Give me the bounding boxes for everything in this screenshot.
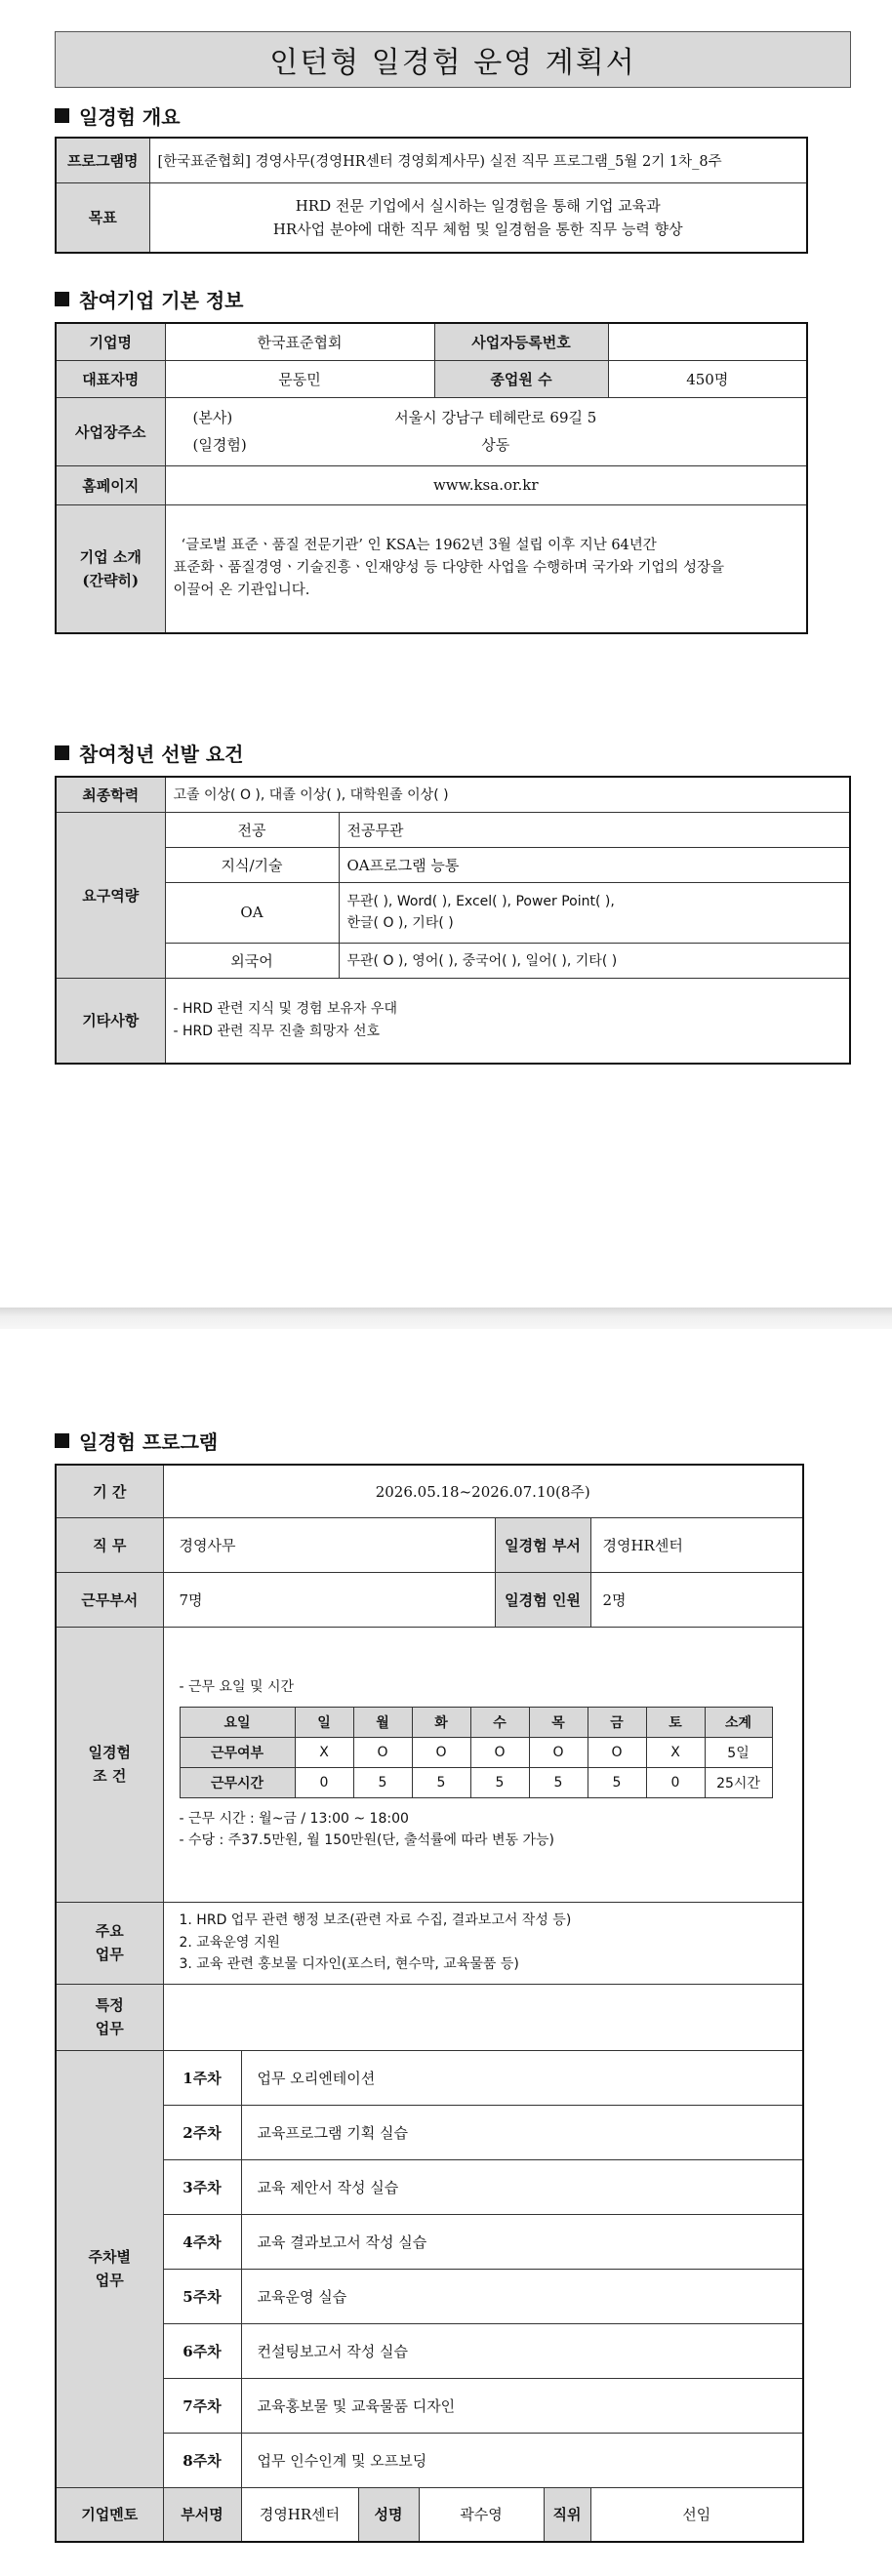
section-heading-company: 참여기업 기본 정보 bbox=[55, 285, 244, 313]
schedule-cell: 25시간 bbox=[705, 1767, 772, 1797]
week-task: 컨설팅보고서 작성 실습 bbox=[241, 2323, 803, 2378]
intro-label: 기업 소개 (간략히) bbox=[56, 504, 165, 633]
employees-label: 종업원 수 bbox=[434, 360, 608, 397]
week-task: 교육홍보물 및 교육물품 디자인 bbox=[241, 2378, 803, 2433]
special-duties-value bbox=[163, 1984, 803, 2050]
list-item: 2. 교육운영 지원 bbox=[179, 1934, 280, 1951]
duty-value: 경영사무 bbox=[163, 1517, 495, 1572]
requirements-table bbox=[55, 776, 851, 1065]
skill-label: 지식/기술 bbox=[165, 847, 339, 882]
schedule-cell: 5 bbox=[470, 1767, 529, 1797]
language-label: 외국어 bbox=[165, 943, 339, 978]
schedule-cell: 5 bbox=[353, 1767, 412, 1797]
schedule-cell: O bbox=[588, 1737, 646, 1767]
period-value: 2026.05.18~2026.07.10(8주) bbox=[163, 1465, 803, 1517]
goal-label: 목표 bbox=[56, 182, 149, 253]
schedule-cell: O bbox=[412, 1737, 470, 1767]
oa-label: OA bbox=[165, 882, 339, 943]
schedule-header: 금 bbox=[588, 1707, 646, 1737]
schedule-header: 월 bbox=[353, 1707, 412, 1737]
schedule-cell: 근무시간 bbox=[180, 1767, 295, 1797]
main-duties-label: 주요 업무 bbox=[56, 1902, 163, 1984]
schedule-cell: O bbox=[353, 1737, 412, 1767]
program-name-label: 프로그램명 bbox=[56, 138, 149, 182]
mentor-dept-label: 부서명 bbox=[163, 2487, 241, 2542]
week-number: 8주차 bbox=[163, 2433, 241, 2487]
week-task: 교육 결과보고서 작성 실습 bbox=[241, 2214, 803, 2269]
company-name-label: 기업명 bbox=[56, 323, 165, 360]
period-label: 기 간 bbox=[56, 1465, 163, 1517]
schedule-cell: O bbox=[470, 1737, 529, 1767]
schedule-cell: 0 bbox=[295, 1767, 353, 1797]
company-name-value: 한국표준협회 bbox=[165, 323, 434, 360]
ceo-label: 대표자명 bbox=[56, 360, 165, 397]
schedule-row bbox=[180, 1737, 772, 1767]
major-value: 전공무관 bbox=[339, 812, 850, 847]
mentor-dept-value: 경영HR센터 bbox=[241, 2487, 358, 2542]
section-heading-program: 일경험 프로그램 bbox=[55, 1427, 218, 1455]
overview-table bbox=[55, 137, 808, 254]
employees-value: 450명 bbox=[608, 360, 807, 397]
list-item: 3. 교육 관련 홍보물 디자인(포스터, 현수막, 교육물품 등) bbox=[179, 1956, 519, 1973]
language-value: 무관( O ), 영어( ), 중국어( ), 일어( ), 기타( ) bbox=[339, 943, 850, 978]
document-title: 인턴형 일경험 운영 계획서 bbox=[55, 31, 851, 88]
homepage-link[interactable]: www.ksa.or.kr bbox=[165, 465, 807, 504]
schedule-cell: X bbox=[295, 1737, 353, 1767]
homepage-label: 홈페이지 bbox=[56, 465, 165, 504]
square-bullet-icon bbox=[55, 745, 69, 760]
schedule-header: 수 bbox=[470, 1707, 529, 1737]
schedule-cell: 5 bbox=[529, 1767, 588, 1797]
schedule-cell: X bbox=[646, 1737, 705, 1767]
schedule-cell: 5일 bbox=[705, 1737, 772, 1767]
dept-value: 경영HR센터 bbox=[590, 1517, 803, 1572]
address-label: 사업장주소 bbox=[56, 397, 165, 465]
section-heading-overview: 일경험 개요 bbox=[55, 101, 181, 130]
education-label: 최종학력 bbox=[56, 777, 165, 812]
square-bullet-icon bbox=[55, 108, 69, 123]
schedule-cell: 5 bbox=[588, 1767, 646, 1797]
program-name-value: [한국표준협회] 경영사무(경영HR센터 경영회계사무) 실전 직무 프로그램_5월 2기 1차_8주 bbox=[149, 138, 807, 182]
week-task: 교육운영 실습 bbox=[241, 2269, 803, 2323]
schedule-header: 요일 bbox=[180, 1707, 295, 1737]
week-number: 3주차 bbox=[163, 2159, 241, 2214]
week-number: 1주차 bbox=[163, 2050, 241, 2105]
mentor-name-value: 곽수영 bbox=[419, 2487, 544, 2542]
weekly-tasks-label: 주차별 업무 bbox=[56, 2050, 163, 2487]
schedule-header: 토 bbox=[646, 1707, 705, 1737]
skill-value: OA프로그램 능통 bbox=[339, 847, 850, 882]
duty-label: 직 무 bbox=[56, 1517, 163, 1572]
week-number: 4주차 bbox=[163, 2214, 241, 2269]
week-task: 교육프로그램 기획 실습 bbox=[241, 2105, 803, 2159]
week-task: 교육 제안서 작성 실습 bbox=[241, 2159, 803, 2214]
major-label: 전공 bbox=[165, 812, 339, 847]
schedule-header: 소계 bbox=[705, 1707, 772, 1737]
week-task: 업무 인수인계 및 오프보딩 bbox=[241, 2433, 803, 2487]
company-info-table bbox=[55, 322, 808, 634]
conditions-label: 일경험 조 건 bbox=[56, 1627, 163, 1902]
week-number: 5주차 bbox=[163, 2269, 241, 2323]
week-task: 업무 오리엔테이션 bbox=[241, 2050, 803, 2105]
ceo-value: 문동민 bbox=[165, 360, 434, 397]
workers-label: 근무부서 bbox=[56, 1572, 163, 1627]
week-number: 2주차 bbox=[163, 2105, 241, 2159]
square-bullet-icon bbox=[55, 1433, 69, 1448]
oa-value: 무관( ), Word( ), Excel( ), Power Point( ), 한글( O ), 기타( ) bbox=[339, 882, 850, 943]
special-duties-label: 특정 업무 bbox=[56, 1984, 163, 2050]
regno-value bbox=[608, 323, 807, 360]
schedule-cell: O bbox=[529, 1737, 588, 1767]
personnel-value: 2명 bbox=[590, 1572, 803, 1627]
workers-value: 7명 bbox=[163, 1572, 495, 1627]
goal-value: HRD 전문 기업에서 실시하는 일경험을 통해 기업 교육과 HR사업 분야에 대한 직무 체험 및 일경험을 통한 직무 능력 향상 bbox=[149, 182, 807, 253]
mentor-label: 기업멘토 bbox=[56, 2487, 163, 2542]
program-table bbox=[55, 1464, 804, 2543]
education-value: 고졸 이상( O ), 대졸 이상( ), 대학원졸 이상( ) bbox=[165, 777, 850, 812]
week-number: 7주차 bbox=[163, 2378, 241, 2433]
intro-value: ‘글로벌 표준ㆍ품질 전문기관’ 인 KSA는 1962년 3월 설립 이후 지난 64년간 표준화ㆍ품질경영ㆍ기술진흥ㆍ인재양성 등 다양한 사업을 수행하며 국가와 기업의 성장을 이끌어 온 기관입니다. bbox=[165, 504, 807, 633]
main-duties-value bbox=[163, 1902, 803, 1984]
mentor-position-value: 선임 bbox=[590, 2487, 803, 2542]
etc-label: 기타사항 bbox=[56, 978, 165, 1064]
competency-label: 요구역량 bbox=[56, 812, 165, 978]
schedule-cell: 5 bbox=[412, 1767, 470, 1797]
schedule-cell: 0 bbox=[646, 1767, 705, 1797]
address-value: (본사) 서울시 강남구 테헤란로 69길 5 (일경험) 상동 bbox=[165, 397, 807, 465]
personnel-label: 일경험 인원 bbox=[495, 1572, 590, 1627]
schedule-table bbox=[180, 1707, 773, 1798]
square-bullet-icon bbox=[55, 292, 69, 306]
regno-label: 사업자등록번호 bbox=[434, 323, 608, 360]
conditions-value: - 근무 요일 및 시간 요일 일 월 화 수 목 금 토 소계 근무여부 X O O O O O X 5일 근무시간 0 5 5 5 5 5 0 25시간 - 근무 시간 : 월~금 / 13:00 ~ 18:00 - 수당 : 주37.5만원, 월 150만원(단, 출석률에 따라 변동 가능) bbox=[163, 1627, 803, 1902]
page-break-divider bbox=[0, 1308, 892, 1329]
schedule-header: 목 bbox=[529, 1707, 588, 1737]
list-item: 1. HRD 업무 관련 행정 보조(관련 자료 수집, 결과보고서 작성 등) bbox=[179, 1912, 572, 1929]
schedule-cell: 근무여부 bbox=[180, 1737, 295, 1767]
schedule-header: 화 bbox=[412, 1707, 470, 1737]
mentor-position-label: 직위 bbox=[544, 2487, 590, 2542]
week-number: 6주차 bbox=[163, 2323, 241, 2378]
etc-value: - HRD 관련 지식 및 경험 보유자 우대 - HRD 관련 직무 진출 희망자 선호 bbox=[165, 978, 850, 1064]
schedule-header: 일 bbox=[295, 1707, 353, 1737]
section-heading-requirements: 참여청년 선발 요건 bbox=[55, 739, 244, 767]
dept-label: 일경험 부서 bbox=[495, 1517, 590, 1572]
mentor-name-label: 성명 bbox=[358, 2487, 419, 2542]
schedule-row bbox=[180, 1767, 772, 1797]
document-page-2 bbox=[0, 1329, 892, 2576]
